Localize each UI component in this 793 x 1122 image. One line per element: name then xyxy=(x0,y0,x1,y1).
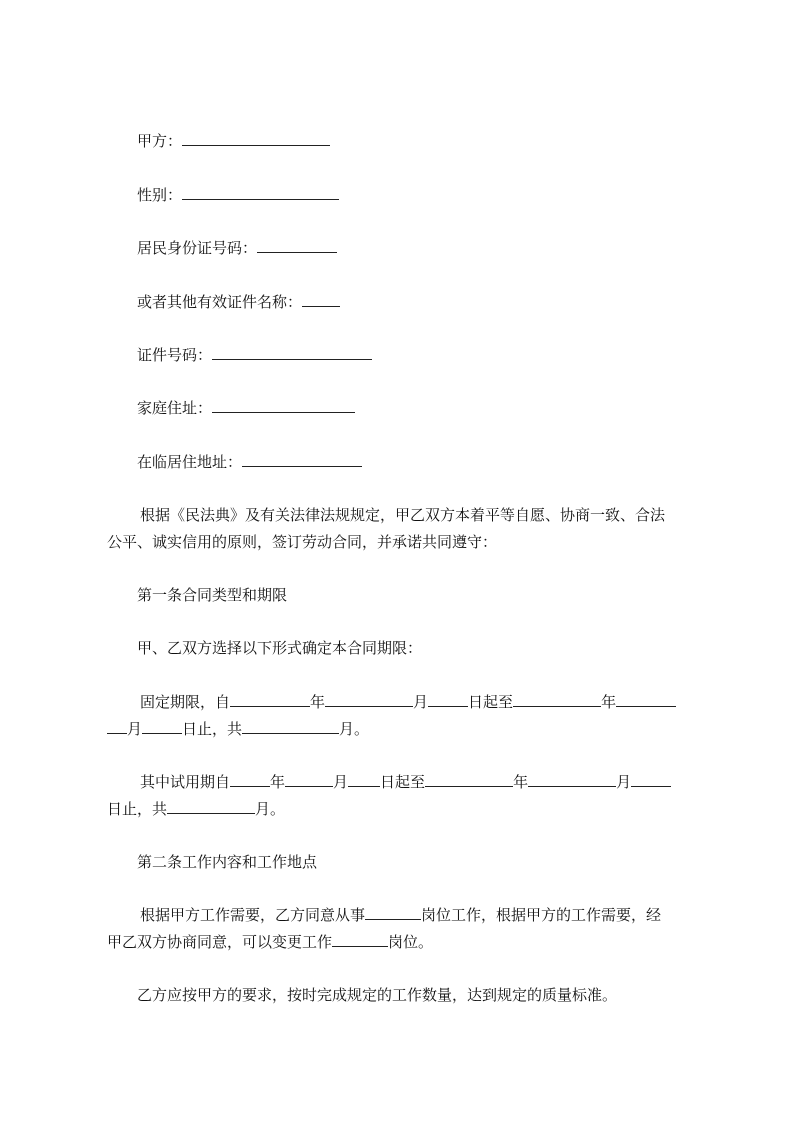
article2-p1-line-1 xyxy=(0,905,793,925)
probation-start-day-blank[interactable] xyxy=(348,773,380,787)
gender-label: 性别： xyxy=(137,186,183,204)
probation-line-2 xyxy=(0,799,793,819)
probation-months-end-label: 月。 xyxy=(255,800,286,818)
intro-text-2: 公平、诚实信用的原则，签订劳动合同，并承诺共同遵守： xyxy=(107,533,498,551)
fixed-year-label: 年 xyxy=(310,693,326,711)
probation-month-label: 月 xyxy=(333,773,349,791)
gender-blank[interactable] xyxy=(182,186,339,200)
gender-line xyxy=(0,185,793,205)
fixed-month-label: 月 xyxy=(413,693,429,711)
fixed-term-line-2 xyxy=(0,719,793,739)
fixed-total-months-blank[interactable] xyxy=(242,720,339,734)
fixed-months-end-label: 月。 xyxy=(339,720,370,738)
probation-end-month-blank[interactable] xyxy=(528,773,616,787)
article2-p2-line xyxy=(0,985,793,1005)
probation-end-year-blank[interactable] xyxy=(425,773,513,787)
article2-p1a: 根据甲方工作需要，乙方同意从事 xyxy=(140,906,366,924)
party-a-line xyxy=(0,131,793,151)
other-cert-line xyxy=(0,292,793,312)
fixed-end-month-blank-a[interactable] xyxy=(616,693,676,707)
probation-label: 其中试用期自 xyxy=(140,773,231,791)
probation-year-label: 年 xyxy=(270,773,286,791)
article2-p1b: 岗位工作，根据甲方的工作需要，经 xyxy=(421,906,662,924)
home-address-blank[interactable] xyxy=(212,399,355,413)
cert-number-line xyxy=(0,345,793,365)
intro-text-1: 根据《民法典》及有关法律法规规定，甲乙双方本着平等自愿、协商一致、合法 xyxy=(140,506,666,524)
fixed-end-month-blank-b[interactable] xyxy=(107,720,127,734)
fixed-term-label: 固定期限，自 xyxy=(140,693,231,711)
probation-end-day-blank[interactable] xyxy=(631,773,671,787)
fixed-month2-label: 月 xyxy=(127,720,143,738)
probation-month2-label: 月 xyxy=(616,773,632,791)
article1-heading: 第一条合同类型和期限 xyxy=(137,586,288,604)
fixed-term-line-1 xyxy=(0,692,793,712)
probation-start-year-blank[interactable] xyxy=(230,773,270,787)
article2-title xyxy=(0,852,793,872)
fixed-start-year-blank[interactable] xyxy=(230,693,310,707)
id-number-blank[interactable] xyxy=(257,239,337,253)
probation-start-month-blank[interactable] xyxy=(285,773,333,787)
temp-address-line xyxy=(0,452,793,472)
home-address-line xyxy=(0,398,793,418)
temp-address-label: 在临居住地址： xyxy=(137,453,243,471)
fixed-end-year-blank[interactable] xyxy=(513,693,601,707)
position-blank[interactable] xyxy=(365,906,421,920)
id-number-line xyxy=(0,238,793,258)
article2-p1c: 甲乙双方协商同意，可以变更工作 xyxy=(107,933,333,951)
article2-p2: 乙方应按甲方的要求，按时完成规定的工作数量，达到规定的质量标准。 xyxy=(137,986,618,1004)
home-address-label: 家庭住址： xyxy=(137,399,213,417)
party-a-blank[interactable] xyxy=(182,132,330,146)
article2-p1-line-2 xyxy=(0,932,793,952)
cert-number-label: 证件号码： xyxy=(137,346,213,364)
party-a-label: 甲方： xyxy=(137,132,183,150)
changed-position-blank[interactable] xyxy=(332,933,388,947)
other-cert-blank[interactable] xyxy=(302,293,340,307)
fixed-start-month-blank[interactable] xyxy=(325,693,413,707)
fixed-end-day-blank[interactable] xyxy=(142,720,182,734)
fixed-start-day-blank[interactable] xyxy=(428,693,468,707)
intro-line-1 xyxy=(0,505,793,525)
article1-choose-text: 甲、乙双方选择以下形式确定本合同期限： xyxy=(137,639,423,657)
probation-line-1 xyxy=(0,772,793,792)
article1-title xyxy=(0,585,793,605)
probation-day-end-label: 日止，共 xyxy=(107,800,168,818)
probation-day-start-label: 日起至 xyxy=(380,773,426,791)
probation-year2-label: 年 xyxy=(513,773,529,791)
fixed-day-start-label: 日起至 xyxy=(468,693,514,711)
article2-p1d: 岗位。 xyxy=(388,933,434,951)
probation-total-months-blank[interactable] xyxy=(167,800,255,814)
other-cert-label: 或者其他有效证件名称： xyxy=(137,293,303,311)
intro-line-2 xyxy=(0,532,793,552)
fixed-year2-label: 年 xyxy=(601,693,617,711)
id-number-label: 居民身份证号码： xyxy=(137,239,258,257)
temp-address-blank[interactable] xyxy=(242,453,362,467)
cert-number-blank[interactable] xyxy=(212,346,372,360)
article2-heading: 第二条工作内容和工作地点 xyxy=(137,853,318,871)
article1-choose xyxy=(0,638,793,658)
fixed-day-end-label: 日止，共 xyxy=(182,720,243,738)
